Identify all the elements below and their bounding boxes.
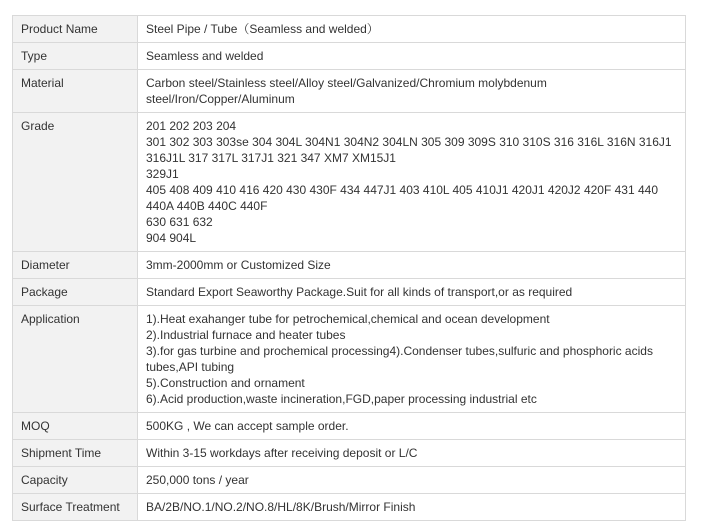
value-line: 2).Industrial furnace and heater tubes — [146, 328, 346, 342]
row-value-grade — [138, 113, 686, 252]
row-value-application — [138, 306, 686, 413]
row-value-product-name — [138, 16, 686, 43]
value-line: 6).Acid production,waste incineration,FGD,paper processing industrial etc — [146, 392, 537, 406]
value-line: BA/2B/NO.1/NO.2/NO.8/HL/8K/Brush/Mirror Finish — [146, 500, 416, 514]
value-line: Carbon steel/Stainless steel/Alloy steel/Galvanized/Chromium molybdenum steel/Iron/Copper/Aluminum — [146, 76, 547, 106]
row-label-material: Material — [13, 70, 138, 113]
value-line: 201 202 203 204 — [146, 119, 237, 133]
row-value-capacity — [138, 467, 686, 494]
row-value-shipment-time — [138, 440, 686, 467]
table-row — [13, 113, 686, 252]
value-line: 630 631 632 — [146, 215, 213, 229]
table-row — [13, 252, 686, 279]
row-label-application: Application — [13, 306, 138, 413]
row-value-type — [138, 43, 686, 70]
value-line: 3mm-2000mm or Customized Size — [146, 258, 331, 272]
row-value-moq — [138, 413, 686, 440]
table-row — [13, 70, 686, 113]
row-value-diameter — [138, 252, 686, 279]
value-line: 500KG , We can accept sample order. — [146, 419, 349, 433]
value-line: 904 904L — [146, 231, 197, 245]
value-line: 250,000 tons / year — [146, 473, 249, 487]
row-label-grade: Grade — [13, 113, 138, 252]
row-value-material — [138, 70, 686, 113]
product-spec-table — [12, 15, 686, 521]
row-label-product-name: Product Name — [13, 16, 138, 43]
value-line: 329J1 — [146, 167, 179, 181]
row-label-diameter: Diameter — [13, 252, 138, 279]
table-row — [13, 16, 686, 43]
row-value-surface-treatment — [138, 494, 686, 521]
value-line: 1).Heat exahanger tube for petrochemical,chemical and ocean development — [146, 312, 550, 326]
value-line: Within 3-15 workdays after receiving deposit or L/C — [146, 446, 418, 460]
table-row — [13, 467, 686, 494]
value-line: Seamless and welded — [146, 49, 264, 63]
row-label-package: Package — [13, 279, 138, 306]
table-row — [13, 413, 686, 440]
table-row — [13, 494, 686, 521]
row-label-type: Type — [13, 43, 138, 70]
value-line: Standard Export Seaworthy Package.Suit for all kinds of transport,or as required — [146, 285, 573, 299]
table-row — [13, 306, 686, 413]
value-line: 5).Construction and ornament — [146, 376, 305, 390]
row-label-shipment-time: Shipment Time — [13, 440, 138, 467]
table-row — [13, 279, 686, 306]
value-line: 301 302 303 303se 304 304L 304N1 304N2 304LN 305 309 309S 310 310S 316 316L 316N 316J1 316J1L 317 317L 317J1 321 347 XM7 XM15J1 — [146, 135, 672, 165]
value-line: 3).for gas turbine and prochemical processing4).Condenser tubes,sulfuric and phosphoric acids tubes,API tubing — [146, 344, 653, 374]
table-row — [13, 43, 686, 70]
value-line: Steel Pipe / Tube（Seamless and welded） — [146, 22, 379, 36]
table-row — [13, 440, 686, 467]
row-value-package — [138, 279, 686, 306]
value-line: 405 408 409 410 416 420 430 430F 434 447J1 403 410L 405 410J1 420J1 420J2 420F 431 440 440A 440B 440C 440F — [146, 183, 659, 213]
row-label-moq: MOQ — [13, 413, 138, 440]
row-label-capacity: Capacity — [13, 467, 138, 494]
row-label-surface-treatment: Surface Treatment — [13, 494, 138, 521]
